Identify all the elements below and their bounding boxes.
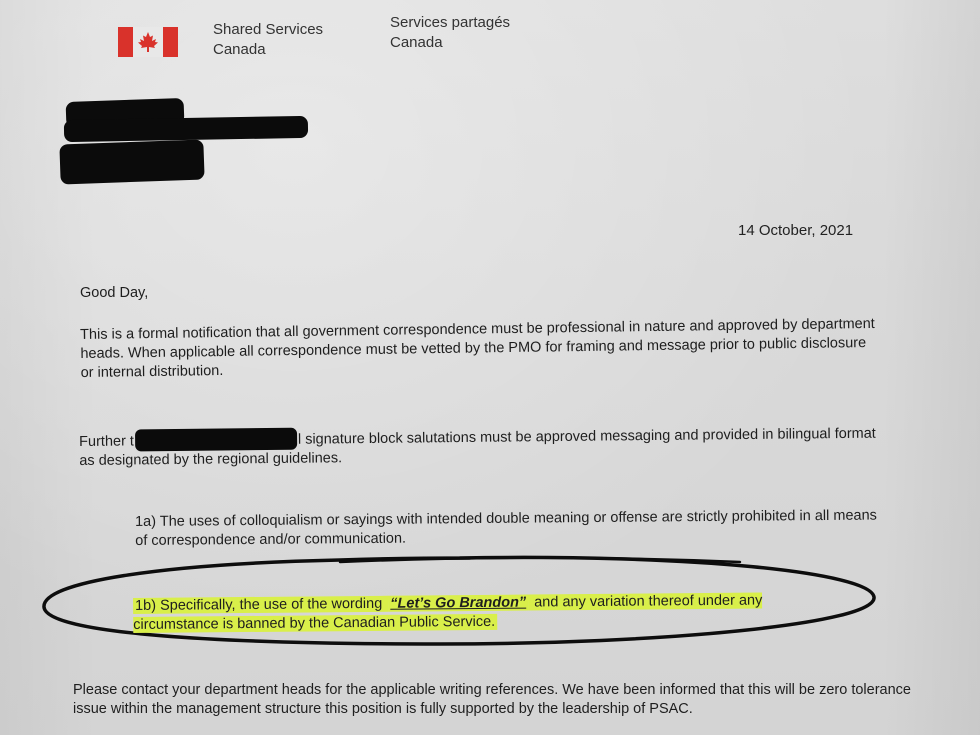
letter-date: 14 October, 2021 [738, 222, 854, 239]
department-fr-line1: Services partagés [390, 14, 511, 31]
item-1b-phrase: “Let’s Go Brandon” [390, 594, 527, 612]
department-fr-line2: Canada [390, 34, 443, 51]
redaction-bar [59, 139, 204, 184]
department-en-line2: Canada [213, 41, 266, 58]
paragraph-start: Further t [79, 433, 135, 450]
department-name-en [213, 20, 323, 60]
item-1b-prefix: 1b) Specifically, the use of the wording [135, 595, 387, 614]
redaction-bar [64, 116, 308, 142]
item-1b [133, 591, 833, 635]
paragraph-signature-block [79, 422, 879, 471]
paragraph-end: l signature block salutations must be approved messaging and provided in bilingual format as designated by the regional guidelines. [79, 425, 876, 469]
department-en-line1: Shared Services [213, 21, 324, 38]
item-1a: 1a) The uses of colloquialism or sayings with intended double meaning or offense are strictly prohibited in all means of correspondence and/or communication. [135, 507, 877, 549]
canada-flag-icon [118, 27, 178, 57]
paragraph-notification: This is a formal notification that all government correspondence must be professional in nature and approved by department heads. When applicable all correspondence must be vetted by the PMO for framing and message prior to public disclosure or internal distribution. [80, 315, 875, 381]
greeting: Good Day, [80, 285, 149, 301]
department-name-fr [390, 13, 510, 53]
closing-paragraph: Please contact your department heads for the applicable writing references. We have been informed that this will be zero tolerance issue within the management structure this position is fully supported by the leadership of PSAC. [73, 682, 911, 717]
item-1b-suffix: and any variation thereof under any circumstance is banned by the Canadian Public Service. [133, 592, 763, 633]
inline-redaction [135, 428, 297, 452]
